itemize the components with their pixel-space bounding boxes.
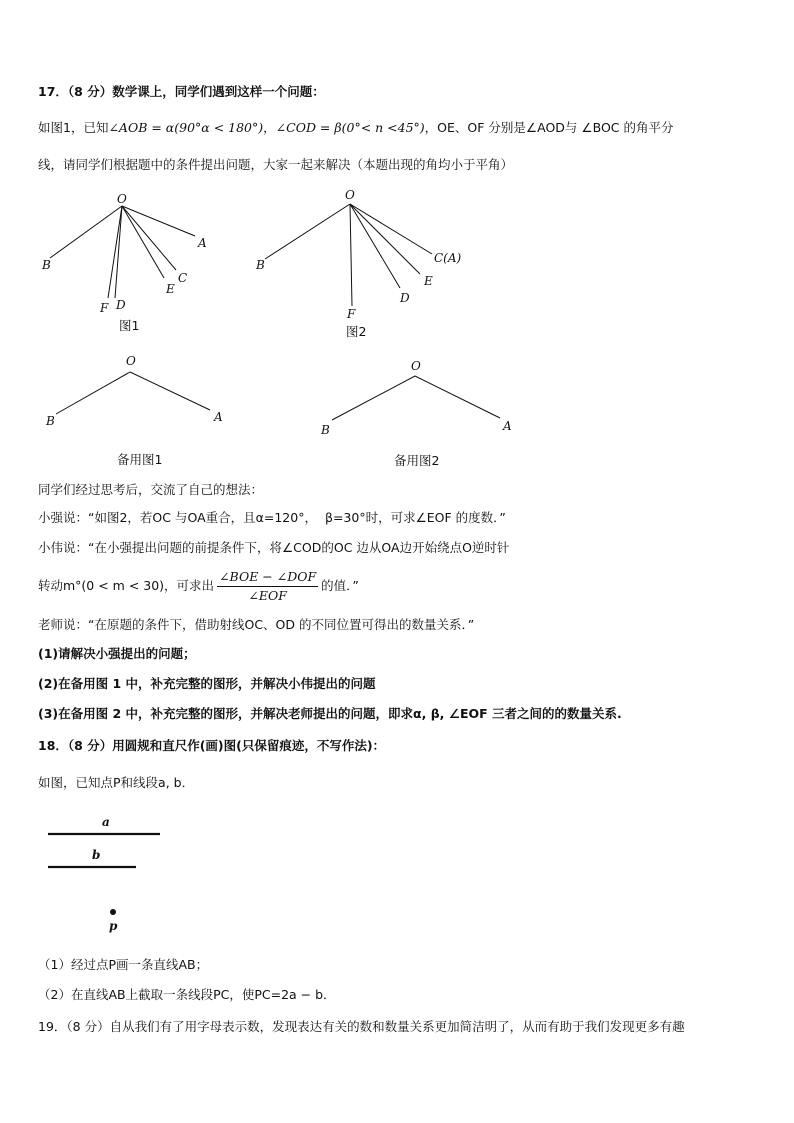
fig2-label-d: D xyxy=(400,291,410,305)
fig1-label-b: B xyxy=(42,258,51,272)
fig1-caption: 图1 xyxy=(119,318,140,333)
point-p xyxy=(110,909,116,915)
q18-task1: （1）经过点P画一条直线AB； xyxy=(38,957,209,972)
q17-part2: (2)在备用图 1 中，补充完整的图形，并解决小伟提出的问题 xyxy=(38,676,376,691)
figure-1 xyxy=(30,188,230,313)
q17-line1-b: ， xyxy=(263,120,276,135)
fig1-label-o: O xyxy=(117,192,127,206)
spare2-label-o: O xyxy=(411,359,421,373)
q17-aob: ∠AOB = α(90°α < 180°) xyxy=(108,120,264,135)
q17-line2: 线，请同学们根据题中的条件提出问题，大家一起来解决（本题出现的角均小于平角） xyxy=(38,157,514,172)
fig2-caption: 图2 xyxy=(346,324,367,339)
spare-figure-2 xyxy=(312,356,522,436)
spare1-caption: 备用图1 xyxy=(117,452,163,467)
spare1-label-b: B xyxy=(46,414,55,428)
q17-teacher: 老师说：“在原题的条件下，借助射线OC、OD 的不同位置可得出的数量关系．” xyxy=(38,617,475,632)
q17-line1-c: ，OE、OF 分别是∠AOD与 ∠BOC 的角平分 xyxy=(424,120,674,135)
q17-xiaowei-2a: 转动m°(0 < m < 30)，可求出 xyxy=(38,578,215,593)
fraction-numerator: ∠BOE − ∠DOF xyxy=(217,568,318,587)
q17-exchange: 同学们经过思考后，交流了自己的想法： xyxy=(38,482,264,497)
spare-figure-1 xyxy=(40,352,240,432)
fig1-label-c: C xyxy=(178,271,188,285)
q17-xiaoqiang-b: β=30°时，可求∠EOF 的度数．” xyxy=(324,510,506,525)
q17-cod: ∠COD = β(0°< n <45°) xyxy=(275,120,425,135)
q17-xiaowei-2b: 的值．” xyxy=(321,578,359,593)
spare1-label-a: A xyxy=(214,410,223,424)
figure-2 xyxy=(250,184,470,324)
q19-header: 19．（8 分）自从我们有了用字母表示数，发现表达有关的数和数量关系更加简洁明了，从而有助于我们发现更多有趣 xyxy=(38,1019,685,1034)
q17-xiaoqiang xyxy=(38,510,506,526)
fig1-label-d: D xyxy=(116,298,126,312)
q17-header: 17．（8 分）数学课上，同学们遇到这样一个问题： xyxy=(38,84,325,99)
q18-header: 18．（8 分）用圆规和直尺作(画)图(只保留痕迹，不写作法)： xyxy=(38,738,386,753)
fig2-label-o: O xyxy=(345,188,355,202)
point-p-label: p xyxy=(109,919,118,933)
q17-line1 xyxy=(38,120,674,136)
spare1-label-o: O xyxy=(126,354,136,368)
fig1-label-f: F xyxy=(100,301,109,313)
fig2-label-f: F xyxy=(347,307,356,321)
segment-a-label: a xyxy=(102,815,110,829)
fig2-label-e: E xyxy=(424,274,433,288)
fig1-label-a: A xyxy=(198,236,207,250)
q17-xiaowei-2 xyxy=(38,568,359,605)
fig1-label-e: E xyxy=(166,282,175,296)
q17-line1-a: 如图1，已知 xyxy=(38,120,109,135)
q18-figure xyxy=(40,812,180,937)
segment-b-label: b xyxy=(92,848,101,862)
q17-xiaowei-1: 小伟说：“在小强提出问题的前提条件下，将∠COD的OC 边从OA边开始绕点O逆时针 xyxy=(38,540,510,555)
q18-given: 如图，已知点P和线段a, b． xyxy=(38,775,195,790)
fig2-label-b: B xyxy=(256,258,265,272)
q17-part1: (1)请解决小强提出的问题； xyxy=(38,646,196,661)
q17-fraction xyxy=(217,568,318,605)
q17-part3: (3)在备用图 2 中，补充完整的图形，并解决老师提出的问题，即求α, β, ∠EOF 三者之间的的数量关系. xyxy=(38,706,622,721)
spare2-label-a: A xyxy=(503,419,512,433)
q17-xiaoqiang-a: 小强说：“如图2，若OC 与OA重合，且α=120°， xyxy=(38,510,317,525)
spare2-label-b: B xyxy=(321,423,330,436)
fraction-denominator: ∠EOF xyxy=(248,588,287,603)
q18-task2: （2）在直线AB上截取一条线段PC，使PC=2a − b． xyxy=(38,987,336,1002)
spare2-caption: 备用图2 xyxy=(394,453,440,468)
fig2-label-ca: C(A) xyxy=(434,251,462,265)
